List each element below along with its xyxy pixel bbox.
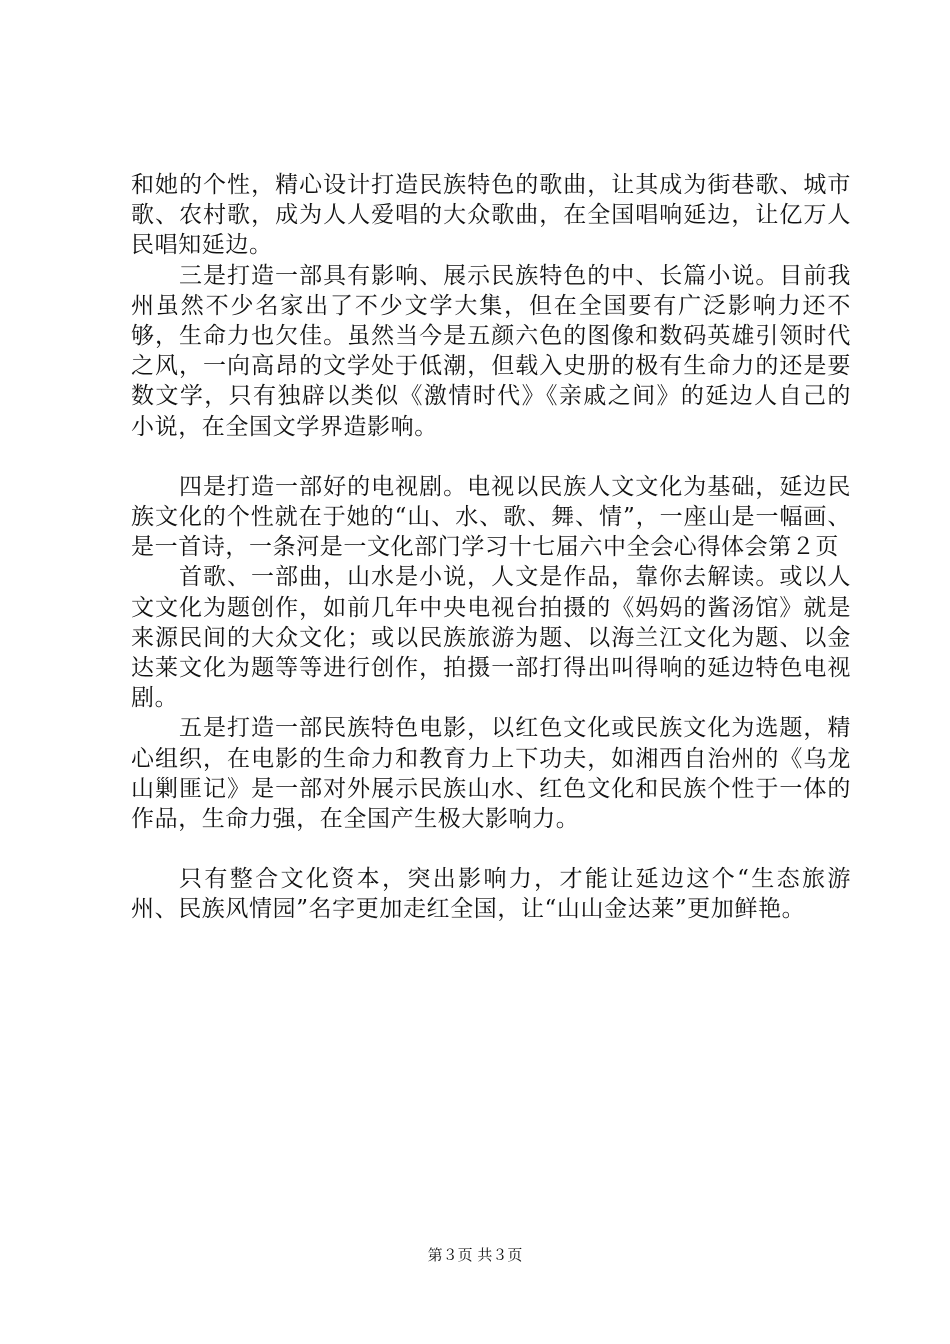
page-footer: 第３页 共３页 [427,1246,523,1264]
paragraph-tv-series: 四是打造一部好的电视剧。电视以民族人文文化为基础，延边民族文化的个性就在于她的“山、水、歌、舞、情”，一座山是一幅画、是一首诗，一条河是一文化部门学习十七届六中全会心得体会第２页 [131,473,851,561]
document-body [131,170,851,925]
paragraph-conclusion: 只有整合文化资本，突出影响力，才能让延边这个“生态旅游州、民族风情园”名字更加走红全国，让“山山金达莱”更加鲜艳。 [131,866,851,923]
paragraph-novel: 三是打造一部具有影响、展示民族特色的中、长篇小说。目前我州虽然不少名家出了不少文学大集，但在全国要有广泛影响力还不够，生命力也欠佳。虽然当今是五颜六色的图像和数码英雄引领时代之风，一向高昂的文学处于低潮，但载入史册的极有生命力的还是要数文学，只有独辟以类似《激情时代》《亲戚之间》的延边人自己的小说，在全国文学界造影响。 [131,262,851,440]
paragraph-tv-series-continued: 首歌、一部曲，山水是小说，人文是作品，靠你去解读。或以人文文化为题创作，如前几年中央电视台拍摄的《妈妈的酱汤馆》就是来源民间的大众文化；或以民族旅游为题、以海兰江文化为题、以金达莱文化为题等等进行创作，拍摄一部打得出叫得响的延边特色电视剧。 [131,564,851,712]
paragraph-film: 五是打造一部民族特色电影，以红色文化或民族文化为选题，精心组织，在电影的生命力和教育力上下功夫，如湘西自治州的《乌龙山剿匪记》是一部对外展示民族山水、红色文化和民族个性于一体的作品，生命力强，在全国产生极大影响力。 [131,715,851,833]
paragraph-song-continuation: 和她的个性，精心设计打造民族特色的歌曲，让其成为街巷歌、城市歌、农村歌，成为人人爱唱的大众歌曲，在全国唱响延边，让亿万人民唱知延边。 [131,172,851,259]
